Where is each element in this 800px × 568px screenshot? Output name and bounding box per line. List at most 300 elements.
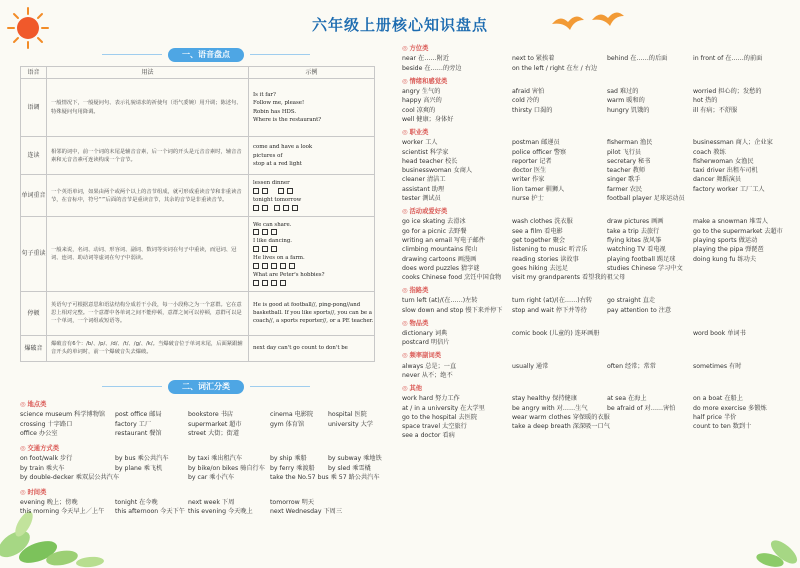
vocab-entry: reading stories 读故事: [512, 255, 579, 263]
vocab-entry: go to the supermarket 去超市: [693, 227, 783, 235]
vocab-row: [402, 87, 793, 96]
vocab-row: [402, 255, 793, 264]
vocab-entry: wash clothes 洗衣服: [512, 218, 573, 226]
vocab-entry: football player 足球运动员: [607, 195, 685, 203]
vocab-section-heading: [402, 384, 793, 393]
phonics-table: [20, 66, 375, 362]
bullet-icon: ◎: [402, 384, 408, 392]
phonics-usage: 英语句子可根据意思和语法结构分成若干小段，每一小段称之为一个意群。它在意思上相对完整。一个意群中各单词之间不能停顿，意群之间可以停顿，意群可以是一个单词，一个词组或短语等。: [47, 291, 249, 335]
vocab-entry: [328, 473, 388, 482]
vocab-section: [402, 351, 793, 380]
vocab-entry: [328, 429, 388, 438]
bullet-icon: ◎: [20, 401, 26, 408]
vocab-row: [20, 464, 388, 473]
phonics-term: 句子重读: [21, 217, 47, 291]
vocab-row: [402, 217, 793, 226]
vocab-entry: [607, 273, 693, 282]
vocab-entry: supermarket 超市: [188, 420, 242, 428]
vocab-entry: postman 邮递员: [512, 139, 560, 147]
vocab-section: [402, 207, 793, 283]
vocab-entry: cooks Chinese food 烹饪中国食物: [402, 274, 502, 282]
vocab-entry: drawing cartoons 画漫画: [402, 255, 477, 263]
vocab-entry: crossing 十字路口: [20, 420, 73, 428]
table-header-term: 语音: [21, 67, 47, 79]
vocab-entry: stop and wait 停下并等待: [512, 306, 587, 314]
leaves-decoration-right-icon: [740, 518, 800, 568]
vocab-entry: comic book (儿童的) 连环画册: [512, 330, 600, 338]
vocab-entry: [607, 371, 693, 380]
vocab-entry: [270, 429, 328, 438]
vocab-entry: half price 半价: [693, 413, 737, 421]
vocab-entry: go for a picnic 去野餐: [402, 227, 467, 235]
vocab-entry: coach 教练: [693, 148, 726, 156]
vocab-entry: in front of 在……的前面: [693, 55, 763, 63]
vocab-section-title: 指路类: [409, 287, 429, 294]
phonics-usage: 一个英语单词，如果由两个或两个以上的音节组成，就可形成重读音节和非重读音节，在音标中，符号“ˈ”后面的音节是重读音节，其余的音节是非重读音节。: [47, 175, 249, 217]
example-line: We can share.: [253, 221, 292, 228]
vocab-entry: university 大学: [328, 420, 373, 428]
example-line: stop at a red light: [253, 160, 302, 167]
vocab-entry: doctor 医生: [512, 167, 547, 175]
vocab-entry: cool 凉爽的: [402, 106, 436, 114]
table-row: [21, 79, 375, 137]
vocab-entry: [693, 306, 793, 315]
vocab-section-heading: [402, 319, 793, 328]
example-line: lessen dinner: [253, 180, 290, 187]
vocab-entry: [328, 507, 388, 516]
vocab-entry: [693, 431, 793, 440]
phonics-examples: [249, 291, 375, 335]
vocab-entry: tester 测试员: [402, 195, 441, 203]
table-row: [21, 291, 375, 335]
vocab-row: [402, 245, 793, 254]
vocab-row: [20, 473, 388, 482]
vocab-entry: by train 乘火车: [20, 464, 65, 472]
vocab-entry: word book 单词书: [693, 330, 746, 338]
page-title: 六年级上册核心知识盘点: [311, 16, 488, 34]
vocab-entry: behind 在……的后面: [607, 55, 668, 63]
example-line: coach//, a sports reporter//, or a PE teacher.: [253, 318, 374, 325]
phonics-usage: 相邻的词中，前一个词的末尾是辅音音素，后一个词的开头是元音音素时，辅音音素和元音音素可连读构成一个音节。: [47, 137, 249, 175]
phonics-examples: [249, 79, 375, 137]
bullet-icon: ◎: [20, 444, 26, 452]
vocab-section-heading: [402, 44, 793, 53]
vocab-section-heading: [402, 351, 793, 360]
vocab-entry: be angry with 对……生气: [512, 404, 588, 412]
stress-boxes: [253, 229, 370, 237]
section-vocab-heading: 二、词汇分类: [168, 380, 244, 394]
vocab-entry: ill 有病；不舒服: [693, 106, 738, 114]
vocab-entry: by bike/on bikes 骑自行车: [188, 464, 265, 472]
bullet-icon: ◎: [402, 319, 408, 327]
vocab-entry: angry 生气的: [402, 88, 441, 96]
example-line: pictures of: [253, 152, 283, 159]
vocab-entry: be afraid of 对……害怕: [607, 404, 676, 412]
vocab-row: [402, 227, 793, 236]
vocab-entry: street 大街；街道: [188, 430, 240, 438]
vocab-entry: often 经常；常常: [607, 362, 656, 370]
vocab-section-title: 情绪和感觉类: [409, 77, 448, 85]
vocab-entry: by car 乘小汽车: [188, 473, 235, 481]
vocab-entry: head teacher 校长: [402, 157, 458, 165]
vocab-entry: businessman 商人；企业家: [693, 139, 773, 147]
vocab-entry: scientist 科学家: [402, 148, 449, 156]
table-row: [21, 175, 375, 217]
vocab-entry: tomorrow 明天: [270, 499, 315, 507]
vocab-entry: near 在……附近: [402, 55, 449, 63]
vocab-row: [402, 431, 793, 440]
vocab-section: [402, 319, 793, 348]
vocab-row: [20, 507, 388, 516]
vocab-entry: [607, 64, 693, 73]
example-line: next day can't go count to don't be: [253, 345, 348, 352]
vocab-entry: doing kung fu 练功夫: [693, 255, 757, 263]
vocab-entry: [512, 338, 607, 347]
vocab-section: [402, 77, 793, 125]
table-row: [21, 217, 375, 291]
stress-boxes: [253, 246, 370, 254]
vocab-row: [20, 420, 388, 429]
vocab-row: [402, 54, 793, 63]
vocab-entry: teacher 教师: [607, 167, 646, 175]
vocab-entry: [512, 431, 607, 440]
vocab-entry: by subway 乘地铁: [328, 455, 382, 463]
stress-boxes: [253, 279, 370, 287]
vocab-entry: [607, 413, 693, 422]
vocab-entry: at sea 在海上: [607, 395, 647, 403]
vocab-entry: [693, 338, 793, 347]
vocab-entry: next to 紧挨着: [512, 55, 555, 63]
vocab-section: [402, 286, 793, 315]
vocab-row: [402, 422, 793, 431]
vocab-entry: never 从不；绝不: [402, 371, 453, 379]
vocab-entry: at / in a university 在大学里: [402, 404, 485, 412]
stress-boxes: [253, 188, 370, 196]
vocab-section-title: 交通方式类: [27, 444, 59, 452]
vocab-section-title: 职业类: [409, 128, 429, 136]
vocab-entry: [607, 115, 693, 124]
vocab-entry: on foot/walk 步行: [20, 455, 73, 463]
vocab-entry: postcard 明信片: [402, 339, 450, 347]
vocab-section-title: 方位类: [409, 45, 429, 52]
phonics-term: 连读: [21, 137, 47, 175]
vocab-section-heading: [402, 77, 793, 86]
phonics-term: 爆破音: [21, 335, 47, 361]
vocab-entry: [607, 431, 693, 440]
vocab-entry: take the No.57 bus 乘 57 路公共汽车: [270, 473, 380, 481]
vocab-entry: evening 晚上；傍晚: [20, 499, 78, 507]
vocab-entry: singer 歌手: [607, 176, 641, 184]
vocab-entry: pay attention to 注意: [607, 306, 672, 314]
vocab-entry: wear warm clothes 穿保暖的衣服: [512, 413, 610, 421]
vocab-section-title: 地点类: [27, 401, 47, 408]
vocab-section-title: 其他: [409, 384, 423, 392]
vocab-entry: climbing mountains 爬山: [402, 246, 478, 254]
vocab-row: [402, 157, 793, 166]
vocab-row: [20, 410, 388, 419]
phonics-usage: 爆破音有6个：/b/、/p/、/d/、/t/、/g/、/k/。当爆破音位于单词末尾，后面紧跟辅音开头的单词时，前一个爆破音失去爆破。: [47, 335, 249, 361]
example-line: What are Peter's hobbies?: [253, 271, 325, 278]
vocab-entry: see a doctor 看病: [402, 432, 455, 440]
vocab-entry: well 健康；身体好: [402, 115, 454, 123]
vocab-entry: assistant 助理: [402, 185, 445, 193]
vocab-row: [402, 413, 793, 422]
vocab-entry: writer 作家: [512, 176, 545, 184]
vocab-entry: fisherwoman 女渔民: [693, 157, 754, 165]
bullet-icon: ◎: [402, 77, 408, 85]
vocab-entry: draw pictures 画画: [607, 218, 664, 226]
vocab-entry: cleaner 清洁工: [402, 176, 446, 184]
vocab-section-title: 活动或爱好类: [409, 207, 448, 215]
vocab-entry: [115, 473, 188, 482]
vocab-section: [402, 128, 793, 204]
vocab-section-title: 物品类: [409, 319, 429, 327]
vocab-entry: studies Chinese 学习中文: [607, 264, 683, 272]
vocab-entry: science museum 科学博物馆: [20, 411, 106, 419]
vocab-entry: by ferry 乘渡船: [270, 464, 315, 472]
vocab-entry: by bus 乘公共汽车: [115, 455, 169, 463]
vocab-row: [402, 329, 793, 338]
vocab-entry: post office 邮局: [115, 411, 162, 419]
vocab-row: [402, 194, 793, 203]
vocab-entry: get together 聚会: [512, 236, 566, 244]
vocab-section: [20, 488, 388, 517]
vocab-entry: reporter 记者: [512, 157, 552, 165]
vocab-entry: worker 工人: [402, 139, 438, 147]
bullet-icon: ◎: [402, 207, 408, 215]
example-line: He lives on a farm.: [253, 255, 305, 262]
vocab-entry: [693, 194, 793, 203]
vocab-entry: lion tamer 驯狮人: [512, 185, 565, 193]
example-line: Follow me, please!: [253, 100, 305, 107]
phonics-term: 单词重音: [21, 175, 47, 217]
vocab-section-heading: [402, 207, 793, 216]
vocab-entry: listening to music 听音乐: [512, 246, 588, 254]
vocab-entry: by plane 乘飞机: [115, 464, 163, 472]
vocab-row: [402, 138, 793, 147]
vocab-entry: do more exercise 多锻炼: [693, 404, 767, 412]
phonics-usage: 一般来说，名词、动词、形容词、副词、数词等实词在句子中重读，而冠词、冠词、连词、助动词等虚词在句子中弱读。: [47, 217, 249, 291]
vocab-row: [402, 185, 793, 194]
vocab-entry: [693, 64, 793, 73]
vocab-row: [402, 264, 793, 273]
table-header-example: 示例: [249, 67, 375, 79]
vocab-entry: slow down and stop 慢下来并停下: [402, 306, 503, 314]
vocab-section: [402, 384, 793, 441]
vocab-entry: [693, 296, 793, 305]
vocab-entry: tonight 在今晚: [115, 499, 158, 507]
bullet-icon: ◎: [402, 352, 408, 360]
vocab-entry: restaurant 餐馆: [115, 430, 162, 438]
vocab-row: [402, 338, 793, 347]
vocab-row: [402, 166, 793, 175]
vocab-entry: [693, 115, 793, 124]
vocab-row: [402, 306, 793, 315]
vocab-section-heading: [20, 400, 388, 409]
vocab-row: [402, 96, 793, 105]
phonics-examples: [249, 335, 375, 361]
vocab-entry: stay healthy 保持健康: [512, 395, 578, 403]
vocab-entry: pilot 飞行员: [607, 148, 642, 156]
section-phonics-heading: 一、语音盘点: [168, 48, 244, 62]
vocab-entry: [607, 422, 693, 431]
vocab-entry: go ice skating 去滑冰: [402, 218, 466, 226]
phonics-examples: [249, 217, 375, 291]
vocab-entry: cinema 电影院: [270, 411, 314, 419]
phonics-usage: 一般情况下，一般疑问句、表示礼貌请求的祈使句（语气委婉）用升调；陈述句、特殊疑问句用降调。: [47, 79, 249, 137]
vocab-entry: take a deep breath 深深吸一口气: [512, 423, 610, 431]
vocab-entry: next Wednesday 下周三: [270, 508, 343, 516]
table-row: [21, 335, 375, 361]
vocab-entry: factory 工厂: [115, 420, 152, 428]
vocab-entry: flying kites 放风筝: [607, 236, 662, 244]
vocab-entry: farmer 农民: [607, 185, 643, 193]
vocab-section: [20, 400, 388, 438]
vocab-entry: thirsty 口渴的: [512, 106, 553, 114]
vocab-section-heading: [402, 128, 793, 137]
vocab-row: [402, 106, 793, 115]
vocab-row: [402, 115, 793, 124]
vocab-row: [20, 429, 388, 438]
vocab-entry: watching TV 看电视: [607, 246, 666, 254]
vocab-section-title: 频率副词类: [409, 352, 441, 360]
vocab-entry: [512, 371, 607, 380]
vocab-entry: on a boat 在船上: [693, 395, 743, 403]
vocab-entry: count to ten 数到十: [693, 423, 752, 431]
vocab-section-heading: [20, 444, 388, 453]
phonics-term: 语调: [21, 79, 47, 137]
vocab-entry: secretary 秘书: [607, 157, 651, 165]
vocab-row: [402, 236, 793, 245]
vocab-entry: worried 担心的；发愁的: [693, 88, 762, 96]
bullet-icon: ◎: [402, 45, 408, 52]
vocab-row: [402, 362, 793, 371]
vocab-row: [402, 64, 793, 73]
vocab-section-heading: [20, 488, 388, 497]
vocab-entry: [693, 371, 793, 380]
bullet-icon: ◎: [402, 287, 408, 294]
example-line: Is it far?: [253, 91, 276, 98]
vocab-entry: [693, 264, 793, 273]
vocab-entry: hungry 饥饿的: [607, 106, 650, 114]
example-line: come and have a look: [253, 144, 313, 151]
phonics-examples: [249, 175, 375, 217]
vocab-entry: nurse 护士: [512, 195, 544, 203]
vocab-entry: writing an email 写电子邮件: [402, 236, 485, 244]
example-line: tonight tomorrow: [253, 196, 302, 203]
vocab-row: [402, 404, 793, 413]
vocab-entry: by sled 乘雪橇: [328, 464, 371, 472]
vocab-entry: [607, 338, 693, 347]
table-row: [21, 137, 375, 175]
vocab-entry: [512, 115, 607, 124]
vocab-entry: police officer 警察: [512, 148, 567, 156]
vocab-entry: [328, 498, 388, 507]
vocab-entry: on the left / right 在左 / 右边: [512, 64, 598, 72]
vocab-entry: this morning 今天早上／上午: [20, 508, 105, 516]
vocab-entry: make a snowman 堆雪人: [693, 218, 768, 226]
vocab-entry: cold 冷的: [512, 97, 540, 105]
vocab-entry: this afternoon 今天下午: [115, 508, 185, 516]
vocab-entry: taxi driver 出租车司机: [693, 167, 758, 175]
vocab-entry: work hard 努力工作: [402, 395, 460, 403]
vocab-entry: by taxi 乘出租汽车: [188, 455, 243, 463]
vocab-entry: happy 高兴的: [402, 97, 442, 105]
vocab-entry: next week 下周: [188, 499, 235, 507]
example-line: basketball. If you like sports//, you can be a: [253, 310, 373, 317]
example-line: I like dancing.: [253, 238, 292, 245]
vocab-entry: see a film 看电影: [512, 227, 563, 235]
vocab-entry: sometimes 有时: [693, 362, 742, 370]
vocab-entry: sad 难过的: [607, 88, 639, 96]
vocab-entry: playing football 踢足球: [607, 255, 676, 263]
vocab-entry: does word puzzles 猜字谜: [402, 264, 480, 272]
vocab-entry: hospital 医院: [328, 411, 367, 419]
vocab-entry: go to the hospital 去医院: [402, 413, 478, 421]
vocab-row: [20, 498, 388, 507]
example-line: Where is the restaurant?: [253, 117, 322, 123]
vocab-entry: this evening 今天晚上: [188, 508, 253, 516]
vocab-entry: take a trip 去旅行: [607, 227, 660, 235]
vocab-entry: turn left (at)/(在……)左转: [402, 297, 478, 305]
table-header-usage: 用法: [47, 67, 249, 79]
vocab-entry: afraid 害怕: [512, 88, 545, 96]
vocab-entry: turn right (at)/(在……)右转: [512, 297, 593, 305]
vocab-section: [402, 44, 793, 73]
vocab-entry: playing the pipa 弹琵琶: [693, 246, 764, 254]
vocab-entry: [693, 273, 793, 282]
bullet-icon: ◎: [402, 128, 408, 136]
bullet-icon: ◎: [20, 488, 26, 496]
vocab-entry: space travel 太空旅行: [402, 423, 467, 431]
vocab-entry: always 总是；一直: [402, 362, 457, 370]
vocab-entry: warm 暖和的: [607, 97, 645, 105]
vocab-row: [20, 454, 388, 463]
example-line: He is good at football//, ping-pong//and: [253, 301, 361, 308]
vocab-entry: gym 体育馆: [270, 420, 305, 428]
vocab-entry: playing sports 做运动: [693, 236, 758, 244]
vocab-row: [402, 175, 793, 184]
vocab-entry: hot 热的: [693, 97, 718, 105]
vocab-entry: goes hiking 去远足: [512, 264, 569, 272]
vocab-entry: [607, 329, 693, 338]
vocab-entry: by ship 乘船: [270, 455, 307, 463]
vocab-section: [20, 444, 388, 482]
example-line: Robin has HDS.: [253, 108, 297, 115]
vocab-entry: go straight 直走: [607, 297, 656, 305]
vocab-entry: businesswoman 女商人: [402, 167, 473, 175]
vocab-entry: office 办公室: [20, 430, 58, 438]
vocab-entry: dictionary 词典: [402, 330, 448, 338]
vocab-entry: dancer 舞蹈演员: [693, 176, 742, 184]
vocab-entry: usually 通常: [512, 362, 549, 370]
vocab-entry: bookstore 书店: [188, 411, 234, 419]
vocab-row: [402, 371, 793, 380]
vocab-entry: factory worker 工厂工人: [693, 185, 765, 193]
vocab-row: [402, 296, 793, 305]
vocab-entry: by double-decker 乘双层公共汽车: [20, 473, 120, 481]
stress-boxes: [253, 262, 370, 270]
vocab-row: [402, 273, 793, 282]
phonics-examples: [249, 137, 375, 175]
vocab-entry: visit my grandparents 看望我的祖父母: [512, 274, 626, 282]
vocab-entry: fisherman 渔民: [607, 139, 653, 147]
vocab-section-heading: [402, 286, 793, 295]
vocab-row: [402, 394, 793, 403]
vocab-section-title: 时间类: [27, 488, 47, 496]
vocab-entry: beside 在……的旁边: [402, 64, 462, 72]
phonics-term: 停顿: [21, 291, 47, 335]
